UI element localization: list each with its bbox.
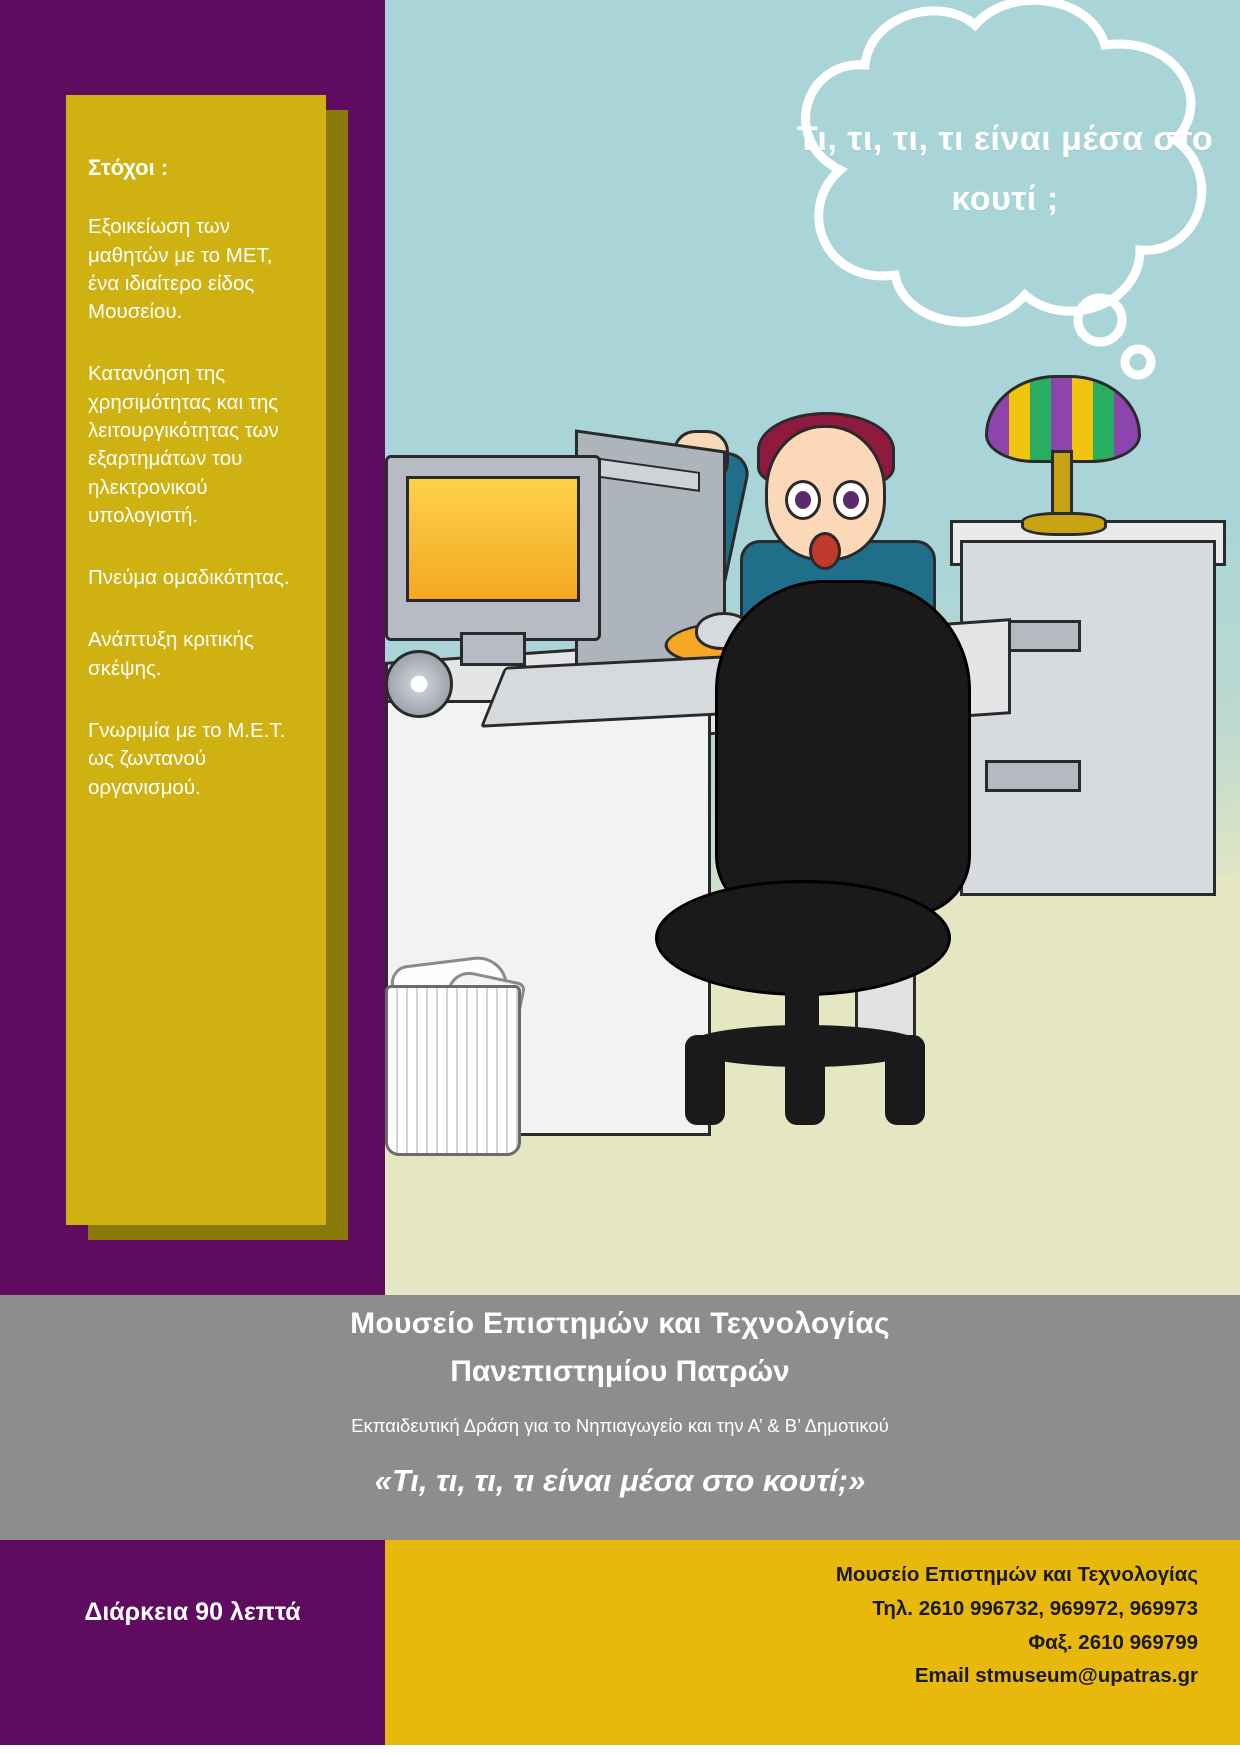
contact-line: Email stmuseum@upatras.gr — [914, 1664, 1198, 1688]
goals-item: Ανάπτυξη κριτικής σκέψης. — [88, 628, 254, 680]
illustration-scene — [385, 0, 1240, 1295]
duration-label: Διάρκεια 90 λεπτά — [84, 1598, 301, 1626]
bottom-white-strip — [0, 1745, 1240, 1754]
goals-item: Κατανόηση της χρησιμότητας και της λειτουργικότητας των εξαρτημάτων του ηλεκτρονικού υπολογιστή. — [88, 362, 279, 527]
chair-foot-center — [785, 1035, 825, 1125]
goals-title: Στόχοι : — [88, 155, 169, 180]
contact-line: Φαξ. 2610 969799 — [1028, 1630, 1198, 1654]
poster-footer — [0, 1540, 1240, 1754]
museum-name-line2: Πανεπιστημίου Πατρών — [450, 1355, 790, 1388]
activity-subtitle: Εκπαιδευτική Δράση για το Νηπιαγωγείο και την Α’ & Β’ Δημοτικού — [351, 1415, 889, 1436]
goals-item: Γνωριμία με το Μ.Ε.Τ. ως ζωντανού οργανισμού. — [88, 719, 286, 799]
contact-line: Μουσείο Επιστημών και Τεχνολογίας — [835, 1563, 1198, 1586]
boy-eye-left — [785, 480, 821, 520]
footer-purple-block — [0, 1540, 385, 1754]
chair-back — [715, 580, 971, 916]
monitor-stand — [460, 632, 526, 666]
chair-foot-left — [685, 1035, 725, 1125]
contact-line: Τηλ. 2610 996732, 969972, 969973 — [872, 1596, 1198, 1620]
lamp-base — [1021, 512, 1107, 536]
museum-name-line1: Μουσείο Επιστημών και Τεχνολογίας — [350, 1307, 890, 1340]
contact-info — [498, 1558, 1198, 1693]
cabinet-drawer-2 — [985, 760, 1081, 792]
museum-banner — [0, 1295, 1240, 1540]
activity-title: «Τι, τι, τι, τι είναι μέσα στο κουτί;» — [374, 1463, 866, 1498]
waste-basket — [385, 985, 521, 1156]
cd-disc — [385, 650, 453, 718]
cabinet — [960, 540, 1216, 896]
computer-monitor — [385, 455, 601, 641]
boy-mouth — [809, 532, 841, 570]
chair-foot-right — [885, 1035, 925, 1125]
goals-panel — [66, 95, 326, 1225]
thought-bubble-text: Τι, τι, τι, τι είναι μέσα στο κουτί ; — [796, 120, 1214, 218]
boy-eye-right — [833, 480, 869, 520]
goals-item: Πνεύμα ομαδικότητας. — [88, 566, 290, 590]
thought-bubble — [770, 0, 1240, 390]
goals-item: Εξοικείωση των μαθητών με το ΜΕΤ, ένα ιδιαίτερο είδος Μουσείου. — [88, 215, 273, 324]
